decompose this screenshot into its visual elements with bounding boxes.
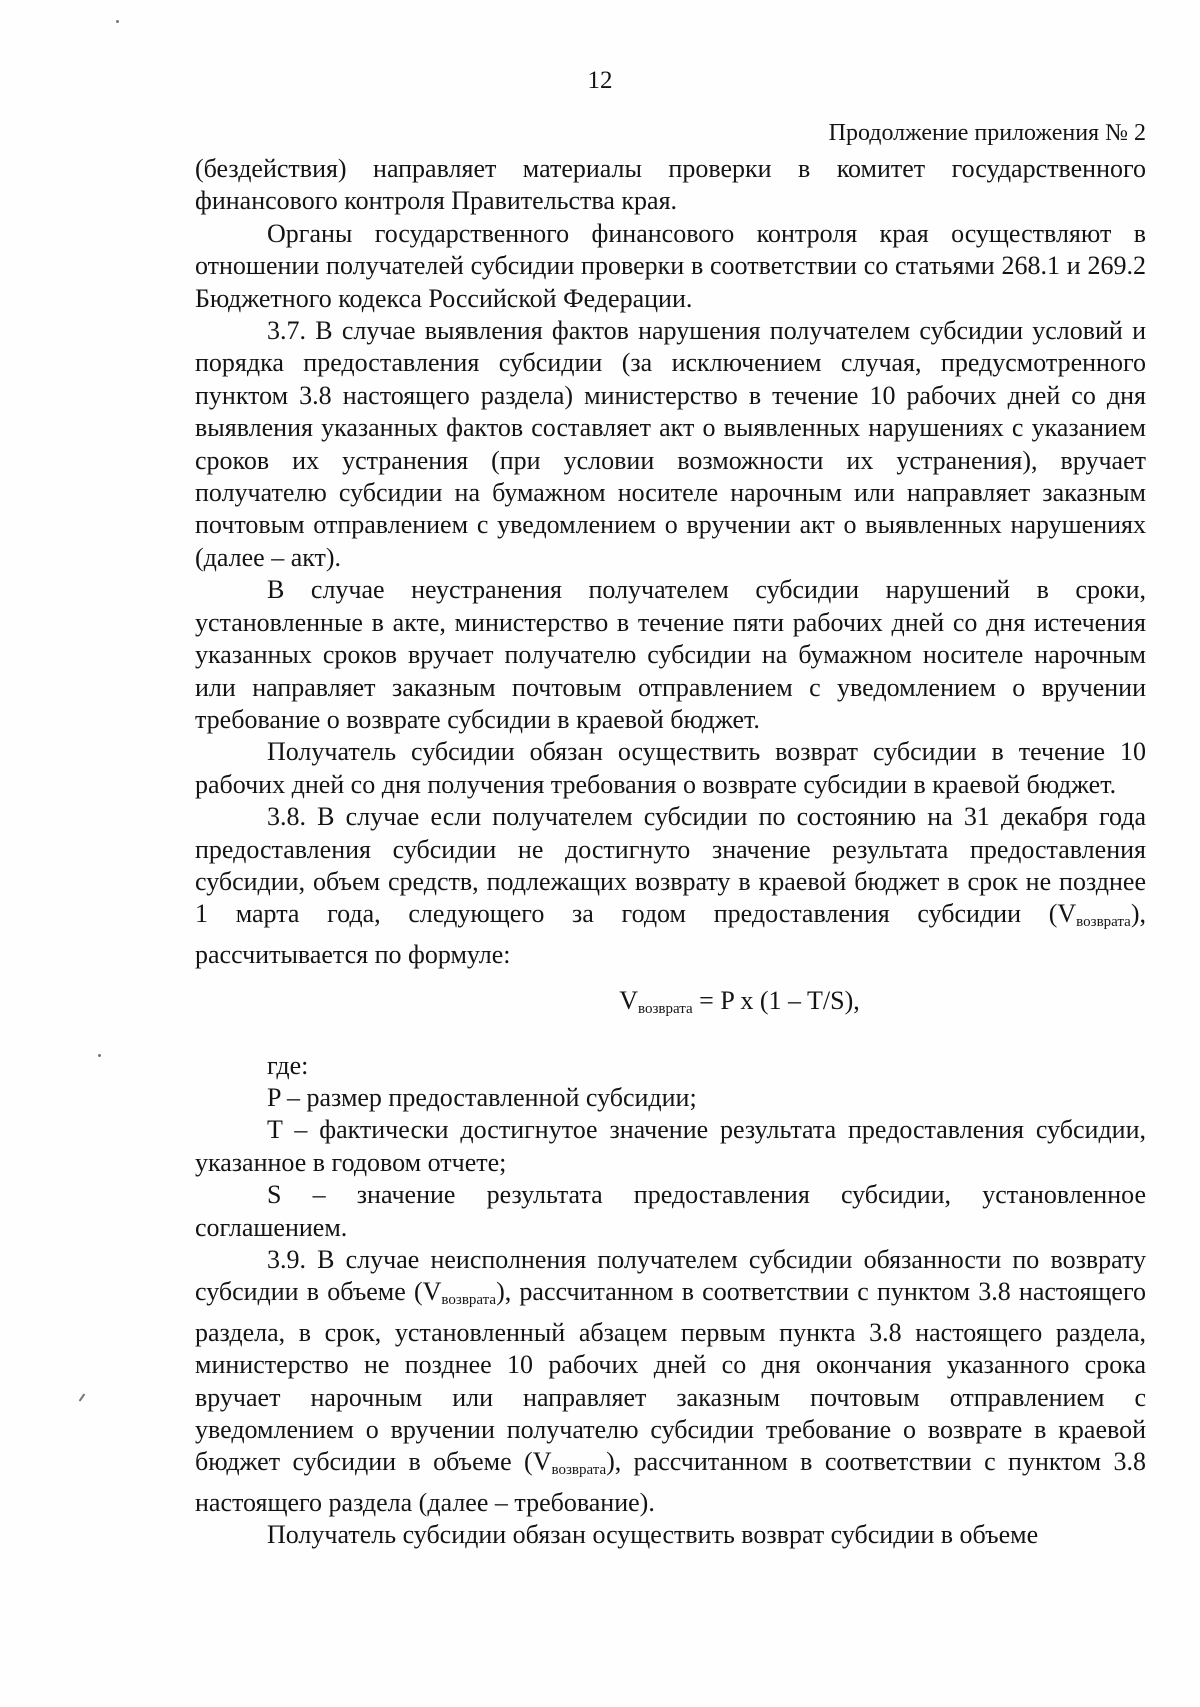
paragraph-non-elimination: В случае неустранения получателем субсидии нарушений в сроки, установленные в акте, министерство в течение пяти рабочих дней со дня истечения указанных сроков вручает получателю субсидии на бумажном носителе нарочным или направляет заказным почтовым отправлением с уведомлением о вручении требование о возврате субсидии в краевой бюджет. — [195, 575, 1146, 734]
definition-p: P – размер предоставленной субсидии; — [267, 1082, 697, 1112]
document-body — [195, 153, 1146, 1552]
paragraph-return-obligation: Получатель субсидии обязан осуществить возврат субсидии в течение 10 рабочих дней со дня получения требования о возврате субсидии в краевой бюджет. — [195, 737, 1146, 799]
paragraph-3-8-text: 3.8. В случае если получателем субсидии по состоянию на 31 декабря года предоставления субсидии не достигнуто значение результата предоставления субсидии, объем средств, подлежащих возврату в краевой бюджет в срок не позднее 1 марта года, следующего за годом предоставления субсидии (V — [195, 802, 1146, 929]
appendix-continuation-note: Продолжение приложения № 2 — [828, 120, 1146, 146]
volume-subscript-2: возврата — [441, 1292, 497, 1309]
paragraph-3-8 — [195, 801, 1146, 971]
scan-speck — [79, 1393, 86, 1402]
paragraph-3-9-tail: ), рассчитанном в соответствии с пунктом 3.8 настоящего раздела (далее – требование). — [195, 1447, 1147, 1517]
paragraph-continuation: (бездействия) направляет материалы проверки в комитет государственного финансового контроля Правительства края. — [195, 154, 1146, 216]
formula-rhs: = P x (1 – T/S), — [692, 986, 860, 1016]
paragraph-control-bodies: Органы государственного финансового контроля края осуществляют в отношении получателей субсидии проверки в соответствии со статьями 268.1 и 269.2 Бюджетного кодекса Российской Федерации. — [195, 218, 1146, 313]
volume-subscript: возврата — [1076, 914, 1131, 931]
paragraph-where: где: — [267, 1050, 309, 1080]
formula-subscript: возврата — [638, 1001, 693, 1018]
paragraph-final-return: Получатель субсидии обязан осуществить возврат субсидии в объеме — [267, 1520, 1039, 1550]
scan-speck — [116, 20, 119, 23]
paragraph-3-9-middle: ), рассчитанном в соответствии с пунктом 3.8 настоящего раздела, в срок, установленный абзацем первым пункта 3.8 настоящего раздела, министерство не позднее 10 рабочих дней со дня окончания указанного срока вручает нарочным или направляет заказным почтовым отправлением с уведомлением о вручении получателю субсидии требование о возврате в краевой бюджет субсидии в объеме (V — [195, 1277, 1146, 1477]
paragraph-3-9-text: 3.9. В случае неисполнения получателем субсидии обязанности по возврату субсидии в объеме (V — [195, 1245, 1146, 1307]
paragraph-3-7: 3.7. В случае выявления фактов нарушения получателем субсидии условий и порядка предоставления субсидии (за исключением случая, предусмотренного пунктом 3.8 настоящего раздела) министерство в течение 10 рабочих дней со дня выявления указанных фактов составляет акт о выявленных нарушениях с указанием сроков их устранения (при условии возможности их устранения), вручает получателю субсидии на бумажном носителе нарочным или направляет заказным почтовым отправлением с уведомлением о вручении акт о выявленных нарушениях (далее – акт). — [195, 316, 1146, 572]
page-number: 12 — [587, 67, 613, 94]
scan-speck — [98, 1054, 101, 1057]
paragraph-3-9 — [195, 1244, 1146, 1519]
paragraph-3-8-tail: ), рассчитывается по формуле: — [195, 899, 1146, 969]
formula-lhs: V — [619, 986, 639, 1016]
volume-subscript-3: возврата — [551, 1462, 607, 1479]
definition-t: T – фактически достигнутое значение результата предоставления субсидии, указанное в годовом отчете; — [195, 1115, 1146, 1177]
return-formula — [261, 985, 1146, 1025]
definition-s: S – значение результата предоставления субсидии, установленное соглашением. — [195, 1180, 1146, 1242]
